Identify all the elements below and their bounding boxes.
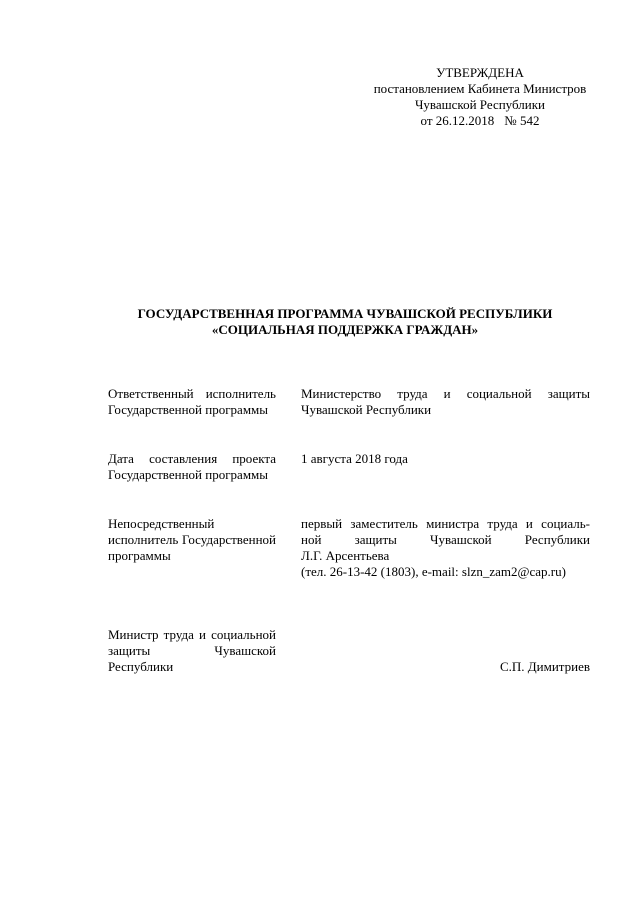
approval-line-1: постановлением Кабинета Министров xyxy=(373,81,587,96)
row-label-executor: Непосредственный исполнитель Государственной программы xyxy=(108,516,276,563)
signature-position: Министр труда и социальной защиты Чувашской Республики xyxy=(108,627,276,674)
document-title xyxy=(100,306,590,338)
row-label-date: Дата составления проекта Государственной программы xyxy=(108,451,276,482)
title-line-1: ГОСУДАРСТВЕННАЯ ПРОГРАММА ЧУВАШСКОЙ РЕСПУБЛИКИ xyxy=(137,306,553,321)
approval-date-row xyxy=(360,113,600,129)
approval-line-2: Чувашской Республики xyxy=(414,97,546,112)
executor-line-4: (тел. 26-13-42 (1803), e-mail: slzn_zam2@cap.ru) xyxy=(301,564,566,579)
title-line-2: «СОЦИАЛЬНАЯ ПОДДЕРЖКА ГРАЖДАН» xyxy=(211,322,479,337)
executor-line-1: первый заместитель министра труда и социаль- xyxy=(301,516,590,531)
executor-line-2: ной защиты Чувашской Республики xyxy=(301,532,590,547)
row-value-date: 1 августа 2018 года xyxy=(301,451,408,466)
row-value-executor xyxy=(301,516,590,580)
row-label-responsible: Ответственный исполнитель Государственной программы xyxy=(108,386,276,417)
approval-title: УТВЕРЖДЕНА xyxy=(436,65,524,80)
row-value-responsible: Министерство труда и социальной защиты Чувашской Республики xyxy=(301,386,590,417)
approval-number: № 542 xyxy=(504,113,540,128)
signature-name: С.П. Димитриев xyxy=(499,659,590,674)
executor-line-3: Л.Г. Арсентьева xyxy=(301,548,390,563)
approval-date: от 26.12.2018 xyxy=(420,113,495,128)
approval-stamp xyxy=(360,65,600,129)
